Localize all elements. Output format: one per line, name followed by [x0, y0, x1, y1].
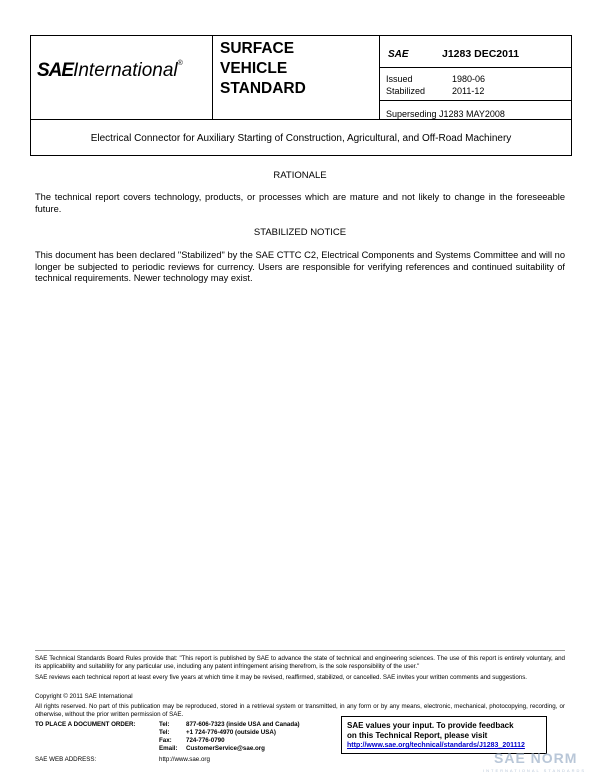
- order-label: TO PLACE A DOCUMENT ORDER:: [35, 721, 136, 728]
- watermark-subtitle: INTERNATIONAL STANDARDS: [483, 768, 587, 773]
- tel1-value: 877-606-7323 (inside USA and Canada): [186, 721, 300, 728]
- document-info: [380, 36, 572, 120]
- fax-value: 724-776-0790: [186, 737, 225, 744]
- sae-norm-watermark: SAE NORM: [494, 750, 578, 766]
- tel1-label: Tel:: [159, 721, 170, 728]
- stabilized-notice-text: This document has been declared "Stabilized" by the SAE CTTC C2, Electrical Components and Systems Committee and will no longer be subjected to periodic reviews for currency. Users are responsible for verifying references and continued suitability of technical requirements. Newer technology may exist.: [35, 250, 565, 283]
- feedback-line2: on this Technical Report, please visit: [347, 731, 488, 740]
- rationale-heading: RATIONALE: [273, 170, 327, 181]
- document-type: [220, 39, 306, 99]
- logo-sae: SAE: [37, 60, 74, 81]
- stabilized-notice-heading: STABILIZED NOTICE: [253, 227, 347, 238]
- document-title: Electrical Connector for Auxiliary Starting of Construction, Agricultural, and Off-Road Machinery: [90, 133, 512, 144]
- header-box: [30, 35, 572, 120]
- email-value[interactable]: CustomerService@sae.org: [186, 745, 265, 752]
- email-label: Email:: [159, 745, 178, 752]
- document-number: J1283 DEC2011: [442, 48, 520, 60]
- info-divider: [380, 67, 572, 68]
- header-divider: [212, 36, 213, 120]
- superseding-text: Superseding J1283 MAY2008: [386, 109, 505, 119]
- web-label: SAE WEB ADDRESS:: [35, 756, 97, 763]
- tel2-value: +1 724-776-4970 (outside USA): [186, 729, 276, 736]
- footer-review-text: SAE reviews each technical report at least every five years at which time it may be revised, reaffirmed, stabilized, or cancelled. SAE invites your written comments and suggestions.: [35, 674, 528, 681]
- logo-registered: ®: [177, 60, 183, 67]
- web-value[interactable]: http://www.sae.org: [159, 756, 210, 763]
- doc-type-line: SURFACE: [220, 40, 295, 57]
- feedback-line1: SAE values your input. To provide feedback: [347, 721, 514, 730]
- issued-label: Issued: [386, 74, 413, 84]
- footer-rights-text: All rights reserved. No part of this publication may be reproduced, stored in a retrieval system or transmitted, in any form or by any means, electronic, mechanical, photocopying, recording, or otherwise, without the prior written permission of SAE.: [35, 703, 565, 718]
- feedback-box: [341, 716, 547, 754]
- stabilized-value: 2011-12: [452, 86, 485, 96]
- tel2-label: Tel:: [159, 729, 170, 736]
- footer-rule: [35, 650, 565, 651]
- issued-value: 1980-06: [452, 74, 486, 84]
- info-divider: [380, 100, 572, 101]
- doc-type-line: STANDARD: [220, 80, 306, 97]
- sae-mini-logo: SAE: [388, 49, 409, 60]
- fax-label: Fax:: [159, 737, 172, 744]
- footer-rules-text: SAE Technical Standards Board Rules provide that: "This report is published by SAE to advance the state of technical and engineering sciences. The use of this report is entirely voluntary, and its applicability and suitability for any particular use, including any patent infringement arising therefrom, is the sole responsibility of the user.": [35, 655, 565, 670]
- footer-copyright: Copyright © 2011 SAE International: [35, 693, 133, 700]
- doc-type-line: VEHICLE: [220, 60, 288, 77]
- rationale-text: The technical report covers technology, products, or processes which are mature and not likely to change in the foreseeable future.: [35, 192, 565, 214]
- stabilized-label: Stabilized: [386, 86, 426, 96]
- sae-international-logo: [37, 60, 209, 90]
- title-box: [30, 119, 572, 156]
- feedback-link[interactable]: http://www.sae.org/technical/standards/J1283_201112: [347, 742, 525, 749]
- logo-international: International: [73, 60, 178, 81]
